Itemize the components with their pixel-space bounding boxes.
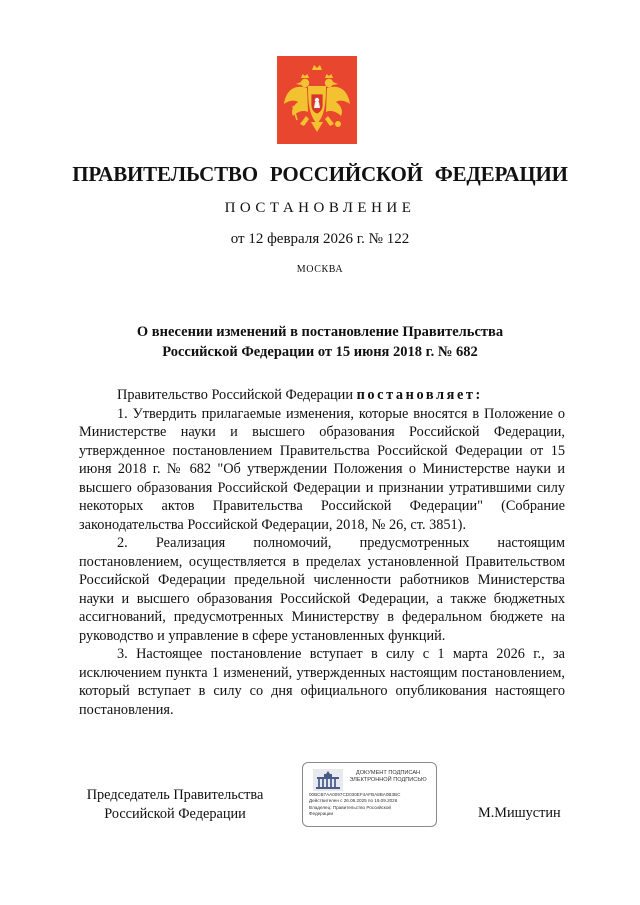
government-title: ПРАВИТЕЛЬСТВО РОССИЙСКОЙ ФЕДЕРАЦИИ xyxy=(72,162,568,186)
stamp-title-line: ЭЛЕКТРОННОЙ ПОДПИСЬЮ xyxy=(349,777,427,783)
position-line: Российской Федерации xyxy=(104,805,246,822)
certificate-owner: Федерации xyxy=(309,811,334,817)
position-line: Председатель Правительства xyxy=(86,787,264,803)
resolves-word: постановляет: xyxy=(356,387,483,403)
document-date-number: от 12 февраля 2026 г. № 122 xyxy=(230,231,410,247)
item-3-paragraph: 3. Настоящее постановление вступает в силу с 1 марта 2026 г., за исключением пункта 1 изменений, утвержденных настоящим постановлением, который вступает в силу со дня официального опубликования настоящего постановления. xyxy=(79,646,565,718)
document-type: ПОСТАНОВЛЕНИЕ xyxy=(224,200,416,216)
certificate-validity: Действителен с 26.06.2025 по 19.09.2026 xyxy=(309,798,398,804)
preamble-text: Правительство Российской Федерации xyxy=(117,387,353,403)
document-heading xyxy=(100,322,540,362)
stamp-title-line: ДОКУМЕНТ ПОДПИСАН xyxy=(355,770,421,776)
stamp-details xyxy=(309,792,435,818)
heading-line: Российской Федерации от 15 июня 2018 г. № 682 xyxy=(162,344,478,360)
certificate-owner: Владелец: Правительство Российской xyxy=(309,804,391,810)
signatory-name: М.Мишустин xyxy=(478,805,561,821)
preamble-paragraph xyxy=(79,386,565,405)
document-body xyxy=(79,386,565,719)
item-2-paragraph: 2. Реализация полномочий, предусмотренных настоящим постановлением, осуществляется в пределах установленной Правительством Российской Федерации предельной численности работников Министерства науки и высшего образования Российской Федерации, а также бюджетных ассигнований, предусмотренных Министерству в федеральном бюджете на руководство и управление в сфере установленных функций. xyxy=(79,535,565,644)
certificate-number: 00BCB7AA0097CD030EF4AFBA8BA0B3BC xyxy=(309,792,401,797)
coat-of-arms-emblem xyxy=(277,56,357,144)
electronic-signature-stamp xyxy=(302,762,437,827)
signatory-position xyxy=(75,786,275,823)
heading-line: О внесении изменений в постановление Правительства xyxy=(136,324,504,340)
double-headed-eagle-icon xyxy=(277,56,357,144)
item-1-paragraph: 1. Утвердить прилагаемые изменения, которые вносятся в Положение о Министерстве науки и высшего образования Российской Федерации, утвержденное постановлением Правительства Российской Федерации от 15 июня 2018 г. № 682 "Об утверждении Положения о Министерстве науки и высшего образования Российской Федерации и признании утратившими силу некоторых актов Правительства Российской Федерации" (Собрание законодательства Российской Федерации, 2018, № 26, ст. 3851). xyxy=(79,405,565,533)
document-city: МОСКВА xyxy=(296,264,344,275)
stamp-title xyxy=(343,770,433,784)
government-building-icon xyxy=(313,769,343,791)
